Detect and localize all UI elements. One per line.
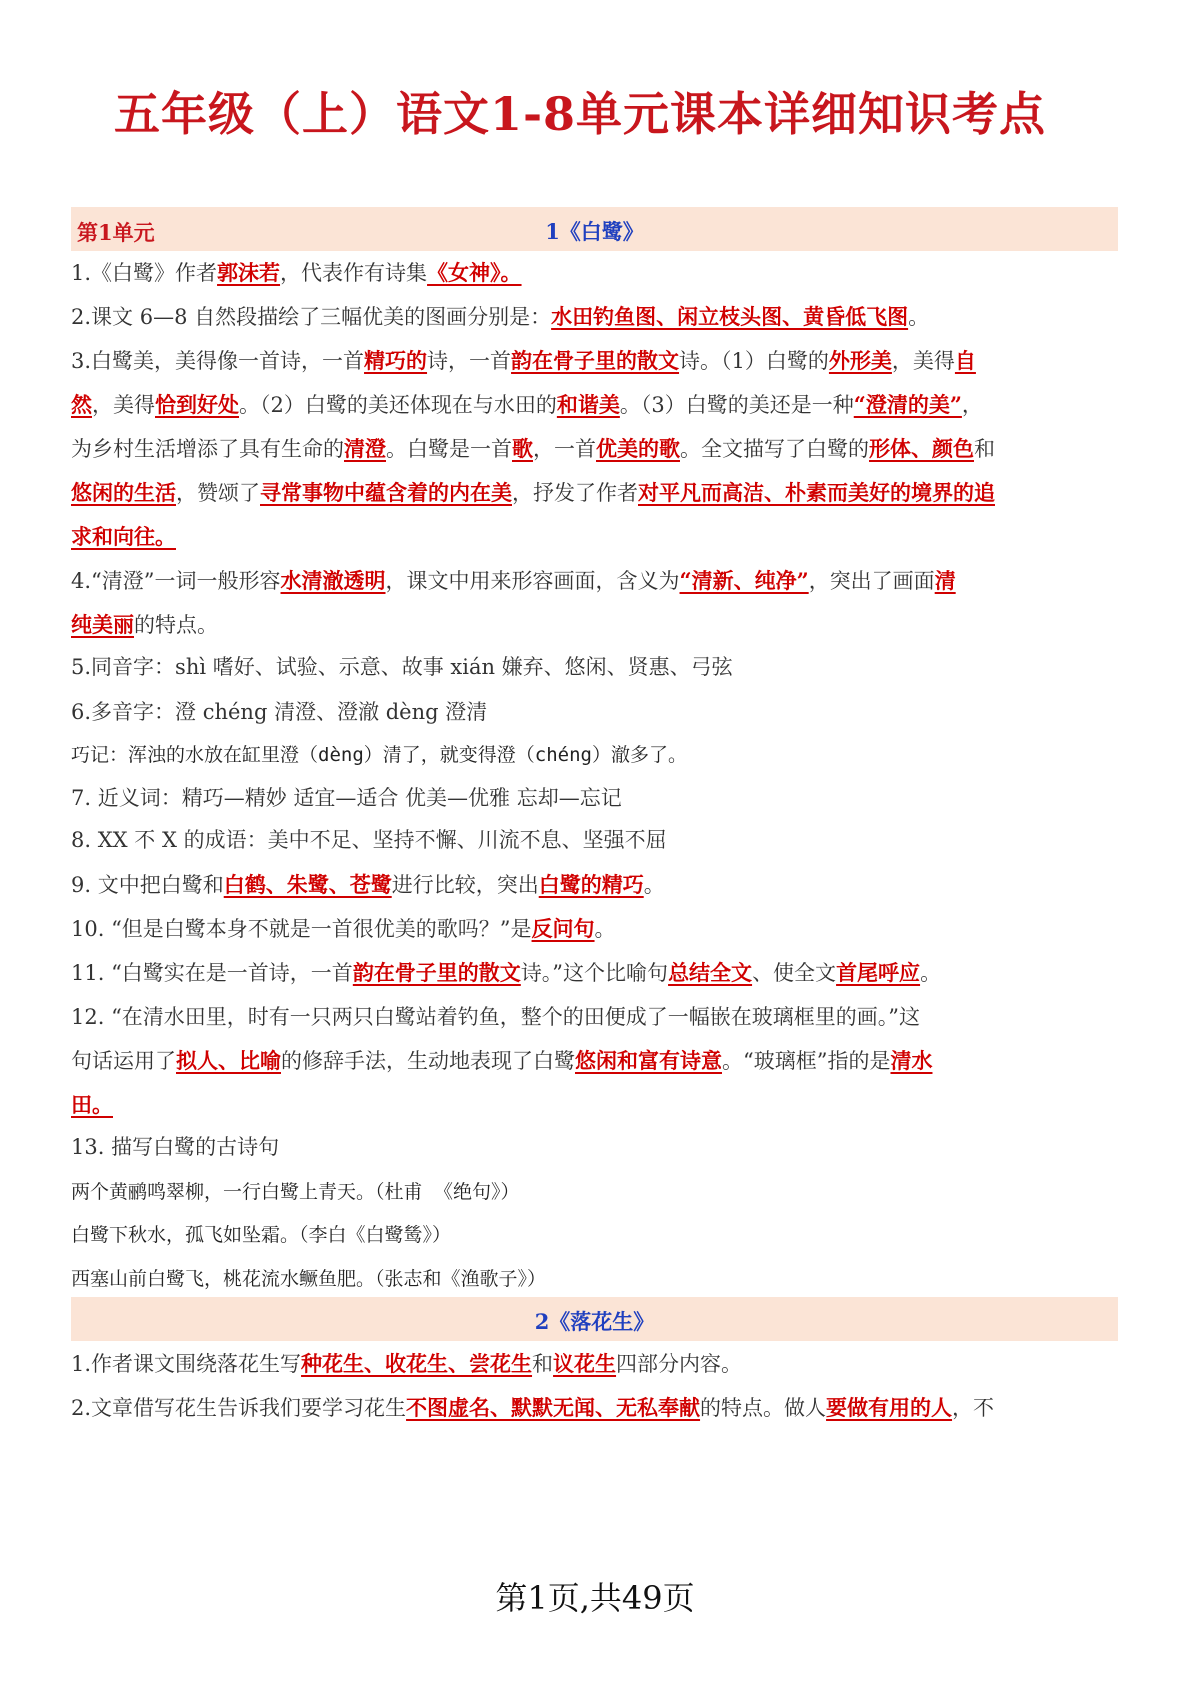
key-answer: 要做有用的人 [826, 1395, 953, 1420]
section-header-lesson1 [71, 207, 1118, 251]
text-run: ，赞颂了 [176, 481, 260, 505]
key-answer: 歌 [512, 436, 533, 461]
point-10 [71, 914, 1126, 944]
section-header-lesson2 [71, 1297, 1118, 1341]
memory-tip: 巧记：浑浊的水放在缸里澄（dèng）清了，就变得澄（chéng）澈多了。 [71, 744, 687, 766]
text-run: 。 [643, 873, 665, 897]
text-run: 和 [974, 437, 995, 461]
key-answer: 白鹭的精巧 [538, 872, 644, 897]
point-9 [71, 870, 1126, 900]
point-1 [71, 258, 1126, 288]
text-run: 的修辞手法，生动地表现了白鹭 [281, 1049, 575, 1073]
key-answer: 水清澈透明 [280, 568, 386, 593]
text-run: 为乡村生活增添了具有生命的 [71, 437, 344, 461]
text-run: 1.《白鹭》作者 [71, 261, 218, 285]
key-answer: 清水 [890, 1048, 933, 1073]
key-answer: 田。 [71, 1092, 113, 1117]
text-run: 、使全文 [752, 961, 837, 985]
key-answer: “澄清的美” [853, 392, 962, 417]
text-run: 。全文描写了白鹭的 [680, 437, 869, 461]
key-answer: 总结全文 [668, 960, 753, 985]
text-run: 诗。”这个比喻句 [520, 961, 669, 985]
text-run: 。 [908, 305, 930, 329]
point-6: 6.多音字：澄 chéng 清澄、澄澈 dèng 澄清 [71, 700, 488, 724]
page-title: 五年级（上）语文1-8单元课本详细知识考点 [113, 87, 1047, 141]
key-answer: 首尾呼应 [836, 960, 921, 985]
point-12-line2 [71, 1046, 1126, 1076]
point-12-line3 [71, 1090, 1126, 1120]
key-answer: 水田钓鱼图、闲立枝头图、黄昏低飞图 [551, 304, 909, 329]
point-3-line5 [71, 522, 1126, 552]
point-5: 5.同音字：shì 嗜好、试验、示意、故事 xián 嫌弃、悠闲、贤惠、弓弦 [71, 655, 733, 679]
text-run: ， [961, 393, 983, 417]
key-answer: 纯美丽 [71, 612, 134, 637]
text-run: ，课文中用来形容画面，含义为 [385, 569, 680, 593]
key-answer: 清澄 [344, 436, 386, 461]
page-number: 第1页,共49页 [495, 1579, 695, 1617]
key-answer: 求和向往。 [71, 524, 176, 549]
text-run: 和 [532, 1352, 554, 1376]
point-8: 8. XX 不 X 的成语：美中不足、坚持不懈、川流不息、坚强不屈 [71, 828, 667, 852]
key-answer: 和谐美 [556, 392, 620, 417]
key-answer: 自 [954, 348, 976, 373]
point-4-line1 [71, 566, 1126, 596]
point-3-line1 [71, 346, 1126, 376]
key-answer: 寻常事物中蕴含着的内在美 [260, 480, 512, 505]
key-answer: 《女神》。 [427, 260, 522, 285]
point-7: 7. 近义词：精巧—精妙 适宜—适合 优美—优雅 忘却—忘记 [71, 786, 622, 810]
text-run: 句话运用了 [71, 1049, 176, 1073]
key-answer: 然 [71, 392, 92, 417]
text-run: 1.作者课文围绕落花生写 [71, 1352, 302, 1376]
key-answer: 外形美 [828, 348, 892, 373]
text-run: 诗。（1）白鹭的 [679, 349, 829, 373]
point-12-line1: 12. “在清水田里，时有一只两只白鹭站着钓鱼，整个的田便成了一幅嵌在玻璃框里的画。”这 [71, 1005, 921, 1029]
poem-line: 两个黄鹂鸣翠柳，一行白鹭上青天。（杜甫 《绝句》） [71, 1181, 520, 1203]
key-answer: 韵在骨子里的散文 [352, 960, 521, 985]
key-answer: 反问句 [531, 916, 595, 941]
poem-line: 白鹭下秋水，孤飞如坠霜。（李白《白鹭鸶》） [71, 1224, 452, 1246]
key-answer: “清新、纯净” [679, 568, 809, 593]
text-run: 。 [920, 961, 942, 985]
point-2 [71, 302, 1126, 332]
text-run: 2.文章借写花生告诉我们要学习花生 [71, 1396, 407, 1420]
point-2 [71, 1393, 1126, 1423]
key-answer: 韵在骨子里的散文 [511, 348, 680, 373]
text-run: 。 [594, 917, 616, 941]
text-run: ，抒发了作者 [512, 481, 638, 505]
point-3-line3 [71, 434, 1126, 464]
text-run: 。白鹭是一首 [386, 437, 512, 461]
point-11 [71, 958, 1126, 988]
text-run: ，美得 [92, 393, 155, 417]
key-answer: 悠闲的生活 [71, 480, 176, 505]
text-run: 2.课文 6—8 自然段描绘了三幅优美的图画分别是： [71, 305, 552, 329]
unit-label: 第1单元 [77, 220, 155, 245]
key-answer: 不图虚名、默默无闻、无私奉献 [406, 1395, 701, 1420]
text-run: 11. “白鹭实在是一首诗，一首 [71, 961, 353, 985]
key-answer: 郭沫若 [217, 260, 281, 285]
point-4-line2 [71, 610, 1126, 640]
key-answer: 拟人、比喻 [176, 1048, 281, 1073]
key-answer: 优美的歌 [596, 436, 680, 461]
key-answer: 种花生、收花生、尝花生 [301, 1351, 533, 1376]
key-answer: 白鹤、朱鹭、苍鹭 [223, 872, 392, 897]
point-3-line2 [71, 390, 1126, 420]
text-run: 9. 文中把白鹭和 [71, 873, 224, 897]
text-run: ，美得 [891, 349, 955, 373]
point-1 [71, 1349, 1126, 1379]
key-answer: 形体、颜色 [869, 436, 974, 461]
text-run: 进行比较，突出 [391, 873, 539, 897]
text-run: 3.白鹭美，美得像一首诗，一首 [71, 349, 365, 373]
key-answer: 对平凡而高洁、朴素而美好的境界的追 [638, 480, 995, 505]
lesson-title: 1《白鹭》 [545, 219, 644, 244]
text-run: 的特点。 [134, 613, 218, 637]
text-run: 四部分内容。 [616, 1352, 743, 1376]
text-run: ，突出了画面 [808, 569, 935, 593]
text-run: 4.“清澄”一词一般形容 [71, 569, 281, 593]
text-run: ，代表作有诗集 [280, 261, 428, 285]
text-run: 。（2）白鹭的美还体现在与水田的 [239, 393, 557, 417]
text-run: ，不 [952, 1396, 995, 1420]
text-run: 10. “但是白鹭本身不就是一首很优美的歌吗？”是 [71, 917, 532, 941]
key-answer: 清 [934, 568, 956, 593]
key-answer: 恰到好处 [155, 392, 239, 417]
key-answer: 精巧的 [364, 348, 428, 373]
text-run: 。“玻璃框”指的是 [722, 1049, 891, 1073]
poem-line: 西塞山前白鹭飞，桃花流水鳜鱼肥。（张志和《渔歌子》） [71, 1268, 547, 1290]
text-run: 的特点。做人 [700, 1396, 827, 1420]
key-answer: 议花生 [553, 1351, 617, 1376]
point-3-line4 [71, 478, 1126, 508]
point-13: 13. 描写白鹭的古诗句 [71, 1135, 280, 1159]
lesson-title: 2《落花生》 [534, 1309, 655, 1334]
key-answer: 悠闲和富有诗意 [575, 1048, 722, 1073]
text-run: 诗，一首 [427, 349, 512, 373]
text-run: 。（3）白鹭的美还是一种 [619, 393, 854, 417]
text-run: ，一首 [533, 437, 596, 461]
